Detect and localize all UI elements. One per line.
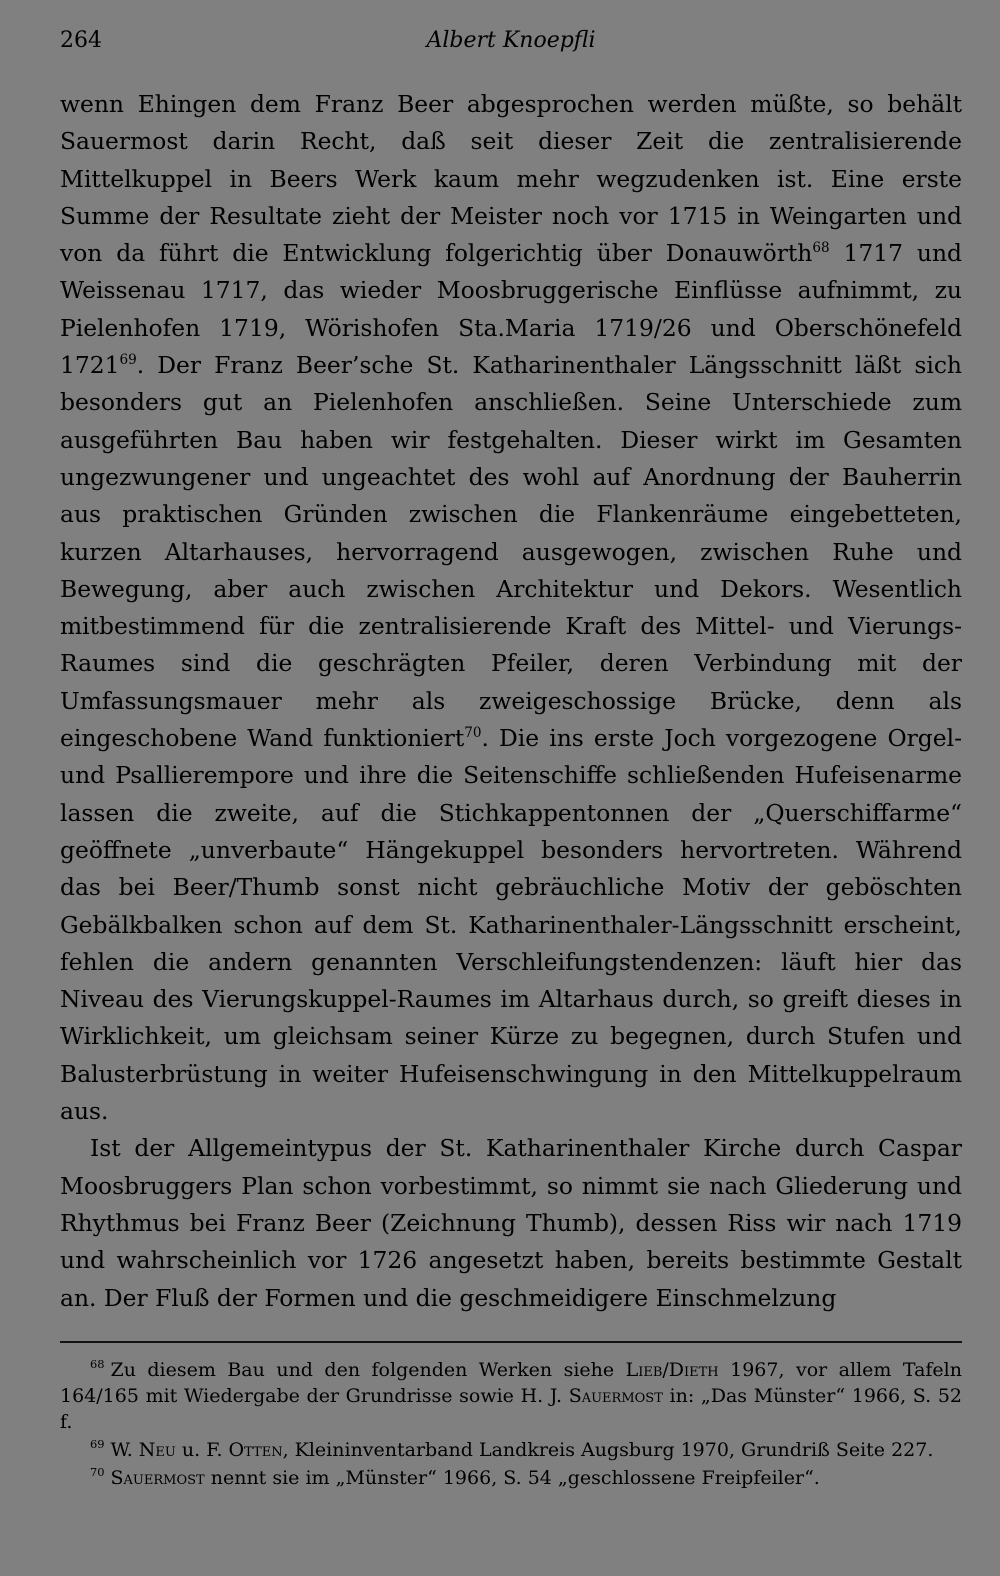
footnote-mark: 68 — [90, 1357, 105, 1372]
paragraph-2: Ist der Allgemeintypus der St. Katharinenthaler Kirche durch Caspar Moosbruggers Plan schon vorbestimmt, so nimmt sie nach Gliederung und Rhythmus bei Franz Beer (Zeichnung Thumb), dessen Riss wir nach 1719 und wahrscheinlich vor 1726 angesetzt haben, bereits bestimmte Gestalt an. Der Fluß der Formen und die geschmeidigere Einschmelzung — [60, 1134, 962, 1312]
footnote-author: Sauermost — [110, 1466, 205, 1489]
footnote-mark: 69 — [90, 1437, 105, 1452]
footnote-text: 1967, vor allem Tafeln 164/165 mit Wiedergabe der Grundrisse sowie H. J. — [60, 1358, 962, 1407]
footnote-author: Lieb/Dieth — [625, 1358, 719, 1381]
footnote-text: , Kleininventarband Landkreis Augsburg 1970, Grundriß Seite 227. — [282, 1438, 934, 1461]
footnote-author: Neu — [138, 1438, 176, 1461]
footnote-author: Otten — [228, 1438, 283, 1461]
paragraph-1-part-b: 1717 und Weissenau 1717, das wieder Moosbruggerische Einflüsse aufnimmt, zu Pielenhofen 1719, Wörishofen Sta.Maria 1719/26 und Oberschönefeld 1721 — [60, 239, 962, 380]
paragraph-1 — [60, 86, 962, 1130]
footnote-text: W. — [110, 1438, 139, 1461]
footnote-ref-69: 69 — [119, 352, 137, 369]
footnote-text: u. F. — [175, 1438, 229, 1461]
book-page — [60, 28, 962, 1493]
footnote-text: Zu diesem Bau und den folgenden Werken siehe — [110, 1358, 626, 1381]
footnote-separator — [60, 1341, 962, 1343]
footnote-ref-68: 68 — [812, 240, 830, 257]
paragraph-1-part-d: . Die ins erste Joch vorgezogene Orgel- und Psallierempore und ihre die Seitenschiffe schließenden Hufeisenarme lassen die zweite, auf die Stichkappentonnen der „Querschiffarme“ geöffnete „unverbaute“ Hängekuppel besonders hervortreten. Während das bei Beer/Thumb sonst nicht gebräuchliche Motiv der geböschten Gebälkbalken schon auf dem St. Katharinenthaler-Längsschnitt erscheint, fehlen die andern genannten Verschleifungstendenzen: läuft hier das Niveau des Vierungskuppel-Raumes im Altarhaus durch, so greift dieses in Wirklichkeit, um gleichsam seiner Kürze zu begegnen, durch Stufen und Balusterbrüstung in weiter Hufeisenschwingung in den Mittelkuppelraum aus. — [60, 724, 962, 1126]
running-head-author: Albert Knoepfli — [426, 28, 596, 53]
footnote-69 — [60, 1437, 962, 1463]
footnote-70 — [60, 1465, 962, 1491]
body-text — [60, 86, 962, 1317]
footnotes — [60, 1357, 962, 1491]
footnote-text: nennt sie im „Münster“ 1966, S. 54 „geschlossene Freipfeiler“. — [204, 1466, 820, 1489]
footnote-68 — [60, 1357, 962, 1435]
footnote-text: in: „Das Münster“ 1966, S. 52 f. — [60, 1384, 962, 1433]
footnote-mark: 70 — [90, 1465, 105, 1480]
footnote-author: Sauermost — [568, 1384, 663, 1407]
paragraph-1-part-a: wenn Ehingen dem Franz Beer abgesprochen werden müßte, so behält Sauermost darin Recht, daß seit dieser Zeit die zentralisierende Mittelkuppel in Beers Werk kaum mehr wegzudenken ist. Eine erste Summe der Resultate zieht der Meister noch vor 1715 in Weingarten und von da führt die Entwicklung folgerichtig über Donauwörth — [60, 90, 962, 268]
paragraph-1-part-c: . Der Franz Beer’sche St. Katharinenthaler Längsschnitt läßt sich besonders gut an Pielenhofen anschließen. Seine Unterschiede zum ausgeführten Bau haben wir festgehalten. Dieser wirkt im Gesamten ungezwungener und ungeachtet des wohl auf Anordnung der Bauherrin aus praktischen Gründen zwischen die Flankenräume eingebetteten, kurzen Altarhauses, hervorragend ausgewogen, zwischen Ruhe und Bewegung, aber auch zwischen Architektur und Dekors. Wesentlich mitbestimmend für die zentralisierende Kraft des Mittel- und Vierungs-Raumes sind die geschrägten Pfeiler, deren Verbindung mit der Umfassungsmauer mehr als zweigeschossige Brücke, denn als eingeschobene Wand funktioniert — [60, 351, 962, 753]
footnote-ref-70: 70 — [464, 725, 482, 742]
running-head — [60, 28, 962, 60]
page-number: 264 — [60, 28, 102, 53]
